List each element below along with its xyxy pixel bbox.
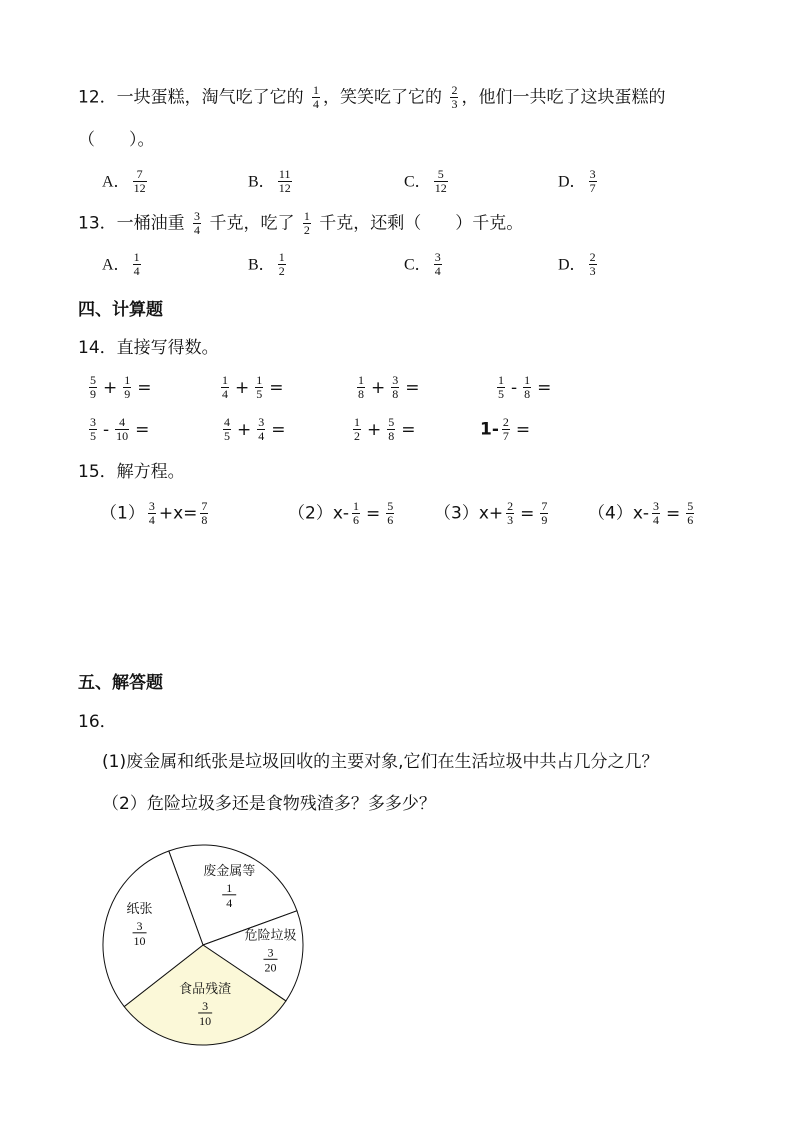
frac-numerator: 1 — [303, 209, 310, 223]
slice-label-text: 食品残渣 — [179, 981, 232, 997]
frac-denominator: 4 — [148, 513, 155, 527]
frac-denominator: 8 — [358, 387, 364, 401]
q14-item-7 — [350, 416, 419, 443]
frac-numerator: 1 — [256, 373, 263, 387]
frac-denominator: 3 — [451, 97, 458, 111]
frac-denominator: 3 — [589, 264, 596, 278]
section-5-heading: 五、解答题 — [78, 673, 163, 693]
frac-numerator: 1 — [133, 250, 140, 264]
frac-denominator: 5 — [90, 429, 96, 443]
pie-chart — [100, 842, 306, 1052]
q15-equation-3 — [434, 500, 551, 527]
option-label: C． — [404, 173, 431, 191]
frac-numerator: 3 — [589, 167, 596, 181]
q13-option-a — [102, 251, 144, 278]
q14-item-6 — [220, 416, 289, 443]
q13-fraction-2 — [303, 210, 311, 237]
equation-label: （4）x- — [588, 503, 650, 524]
q16-subquestion-1: (1)废金属和纸张是垃圾回收的主要对象,它们在生活垃圾中共占几分之几？ — [102, 752, 659, 772]
slice-value-numerator: 3 — [136, 918, 143, 933]
slice-value-denominator: 10 — [133, 933, 146, 948]
frac-numerator: 4 — [224, 415, 230, 429]
q15-number: 15． — [78, 462, 117, 482]
frac-numerator: 1 — [353, 499, 360, 513]
frac-numerator: 1 — [498, 373, 504, 387]
frac-numerator: 2 — [502, 415, 509, 429]
slice-value-denominator: 4 — [226, 895, 233, 910]
q14-item-1 — [86, 374, 155, 401]
slice-value-numerator: 1 — [226, 880, 233, 895]
frac-denominator: 4 — [653, 513, 660, 527]
frac-denominator: 8 — [388, 429, 395, 443]
q13-text-b: 千克，吃了 — [209, 213, 295, 234]
q15-equation-4 — [588, 500, 697, 527]
option-label: B． — [248, 173, 275, 191]
option-label: C． — [404, 256, 431, 274]
equals-sign: = — [366, 503, 381, 524]
q14-stem — [78, 336, 219, 360]
frac-numerator: 5 — [90, 373, 96, 387]
q14-item-3 — [354, 374, 423, 401]
q12-stem — [78, 84, 665, 111]
frac-numerator: 3 — [148, 499, 155, 513]
frac-numerator: 5 — [388, 415, 395, 429]
frac-numerator: 5 — [387, 499, 394, 513]
q12-option-c — [404, 168, 451, 195]
q14-number: 14． — [78, 338, 117, 358]
frac-denominator: 4 — [133, 264, 140, 278]
option-label: A． — [102, 173, 130, 191]
frac-denominator: 8 — [201, 513, 208, 527]
option-label: B． — [248, 256, 275, 274]
equals-sign: = — [666, 503, 681, 524]
frac-numerator: 4 — [119, 415, 126, 429]
frac-numerator: 1 — [358, 373, 364, 387]
q12-option-a — [102, 168, 150, 195]
pie-chart-svg — [100, 842, 306, 1048]
frac-denominator: 4 — [222, 387, 228, 401]
option-label: A． — [102, 256, 130, 274]
q13-option-d — [558, 251, 600, 278]
equals-sign: = — [271, 419, 286, 440]
slice-label-text: 废金属等 — [203, 863, 256, 879]
slice-value-numerator: 3 — [202, 998, 209, 1013]
equals-sign: = — [401, 419, 416, 440]
frac-denominator: 12 — [434, 181, 447, 195]
q12-text-c: ，他们一共吃了这块蛋糕的 — [461, 87, 666, 108]
q13-fraction-1 — [193, 210, 201, 237]
q12-number: 12． — [78, 87, 117, 108]
frac-numerator: 3 — [194, 209, 201, 223]
slice-value-numerator: 3 — [267, 945, 274, 960]
frac-denominator: 2 — [303, 223, 310, 237]
slice-label-text: 纸张 — [126, 901, 153, 917]
frac-numerator: 2 — [507, 499, 514, 513]
slice-label-text: 危险垃圾 — [244, 928, 297, 944]
q14-text: 直接写得数。 — [116, 338, 219, 358]
frac-numerator: 3 — [90, 415, 96, 429]
option-label: D． — [558, 173, 586, 191]
option-label: D． — [558, 256, 586, 274]
frac-denominator: 3 — [507, 513, 514, 527]
frac-denominator: 2 — [354, 429, 360, 443]
equation-middle: +x= — [158, 503, 198, 524]
frac-denominator: 4 — [434, 264, 441, 278]
frac-numerator: 3 — [434, 250, 441, 264]
q12-fraction-2 — [450, 84, 458, 111]
q15-equation-2 — [288, 500, 397, 527]
frac-denominator: 8 — [392, 387, 399, 401]
frac-denominator: 7 — [502, 429, 509, 443]
operator: + — [235, 377, 250, 398]
q14-item-2 — [218, 374, 287, 401]
frac-numerator: 1 — [524, 373, 531, 387]
q13-option-c — [404, 251, 445, 278]
q14-item-8 — [480, 416, 533, 443]
operator: + — [237, 419, 252, 440]
operator: - — [511, 377, 518, 398]
frac-denominator: 12 — [278, 181, 291, 195]
operator: + — [371, 377, 386, 398]
frac-denominator: 9 — [541, 513, 548, 527]
equals-sign: = — [137, 377, 152, 398]
section-4-heading: 四、计算题 — [78, 300, 163, 320]
frac-denominator: 9 — [90, 387, 96, 401]
frac-numerator: 7 — [201, 499, 208, 513]
q15-stem — [78, 460, 185, 484]
q13-text-a: 一桶油重 — [116, 213, 185, 234]
q13-option-b — [248, 251, 289, 278]
q14-item-5 — [86, 416, 152, 443]
q14-item-4 — [494, 374, 554, 401]
frac-denominator: 5 — [224, 429, 230, 443]
one-minus: 1- — [480, 419, 499, 440]
equals-sign: = — [135, 419, 150, 440]
equation-label: （3）x+ — [434, 503, 504, 524]
frac-numerator: 7 — [541, 499, 548, 513]
frac-denominator: 10 — [116, 429, 129, 443]
frac-numerator: 1 — [124, 373, 131, 387]
frac-denominator: 6 — [687, 513, 694, 527]
q12-text-b: ，笑笑吃了它的 — [323, 87, 443, 108]
equation-label: （2）x- — [288, 503, 350, 524]
frac-denominator: 9 — [124, 387, 131, 401]
frac-denominator: 2 — [278, 264, 285, 278]
equals-sign: = — [269, 377, 284, 398]
q12-option-b — [248, 168, 295, 195]
frac-denominator: 6 — [353, 513, 360, 527]
frac-numerator: 1 — [222, 373, 228, 387]
q15-equation-1 — [100, 500, 211, 527]
frac-numerator: 5 — [437, 167, 444, 181]
q12-fraction-1 — [312, 84, 320, 111]
slice-value-denominator: 10 — [199, 1013, 212, 1028]
q13-text-c: 千克，还剩（ ）千克。 — [319, 213, 524, 234]
operator: + — [103, 377, 118, 398]
frac-denominator: 4 — [313, 97, 320, 111]
frac-numerator: 3 — [653, 499, 660, 513]
slice-value-denominator: 20 — [264, 960, 277, 975]
equation-label: （1） — [100, 503, 145, 524]
frac-denominator: 7 — [589, 181, 596, 195]
equals-sign: = — [405, 377, 420, 398]
equals-sign: = — [515, 419, 531, 440]
frac-denominator: 8 — [524, 387, 531, 401]
frac-denominator: 4 — [194, 223, 201, 237]
frac-numerator: 7 — [136, 167, 143, 181]
frac-denominator: 6 — [387, 513, 394, 527]
frac-denominator: 12 — [133, 181, 146, 195]
frac-numerator: 2 — [451, 83, 458, 97]
operator: - — [103, 419, 110, 440]
frac-numerator: 11 — [278, 167, 291, 181]
frac-numerator: 2 — [589, 250, 596, 264]
equals-sign: = — [537, 377, 552, 398]
q12-blank: （ ）。 — [78, 130, 155, 150]
frac-numerator: 1 — [354, 415, 360, 429]
equals-sign: = — [520, 503, 535, 524]
frac-denominator: 5 — [256, 387, 263, 401]
frac-numerator: 5 — [687, 499, 694, 513]
q15-text: 解方程。 — [116, 462, 185, 482]
frac-numerator: 1 — [278, 250, 285, 264]
frac-numerator: 3 — [258, 415, 265, 429]
frac-denominator: 4 — [258, 429, 265, 443]
q13-stem — [78, 210, 523, 237]
operator: + — [367, 419, 382, 440]
q12-option-d — [558, 168, 600, 195]
q12-text-a: 一块蛋糕，淘气吃了它的 — [116, 87, 304, 108]
frac-denominator: 5 — [498, 387, 504, 401]
q16-subquestion-2: （2）危险垃圾多还是食物残渣多？多多少？ — [102, 794, 436, 814]
frac-numerator: 1 — [313, 83, 320, 97]
frac-numerator: 3 — [392, 373, 399, 387]
q16-number: 16． — [78, 712, 117, 732]
q13-number: 13． — [78, 213, 117, 234]
